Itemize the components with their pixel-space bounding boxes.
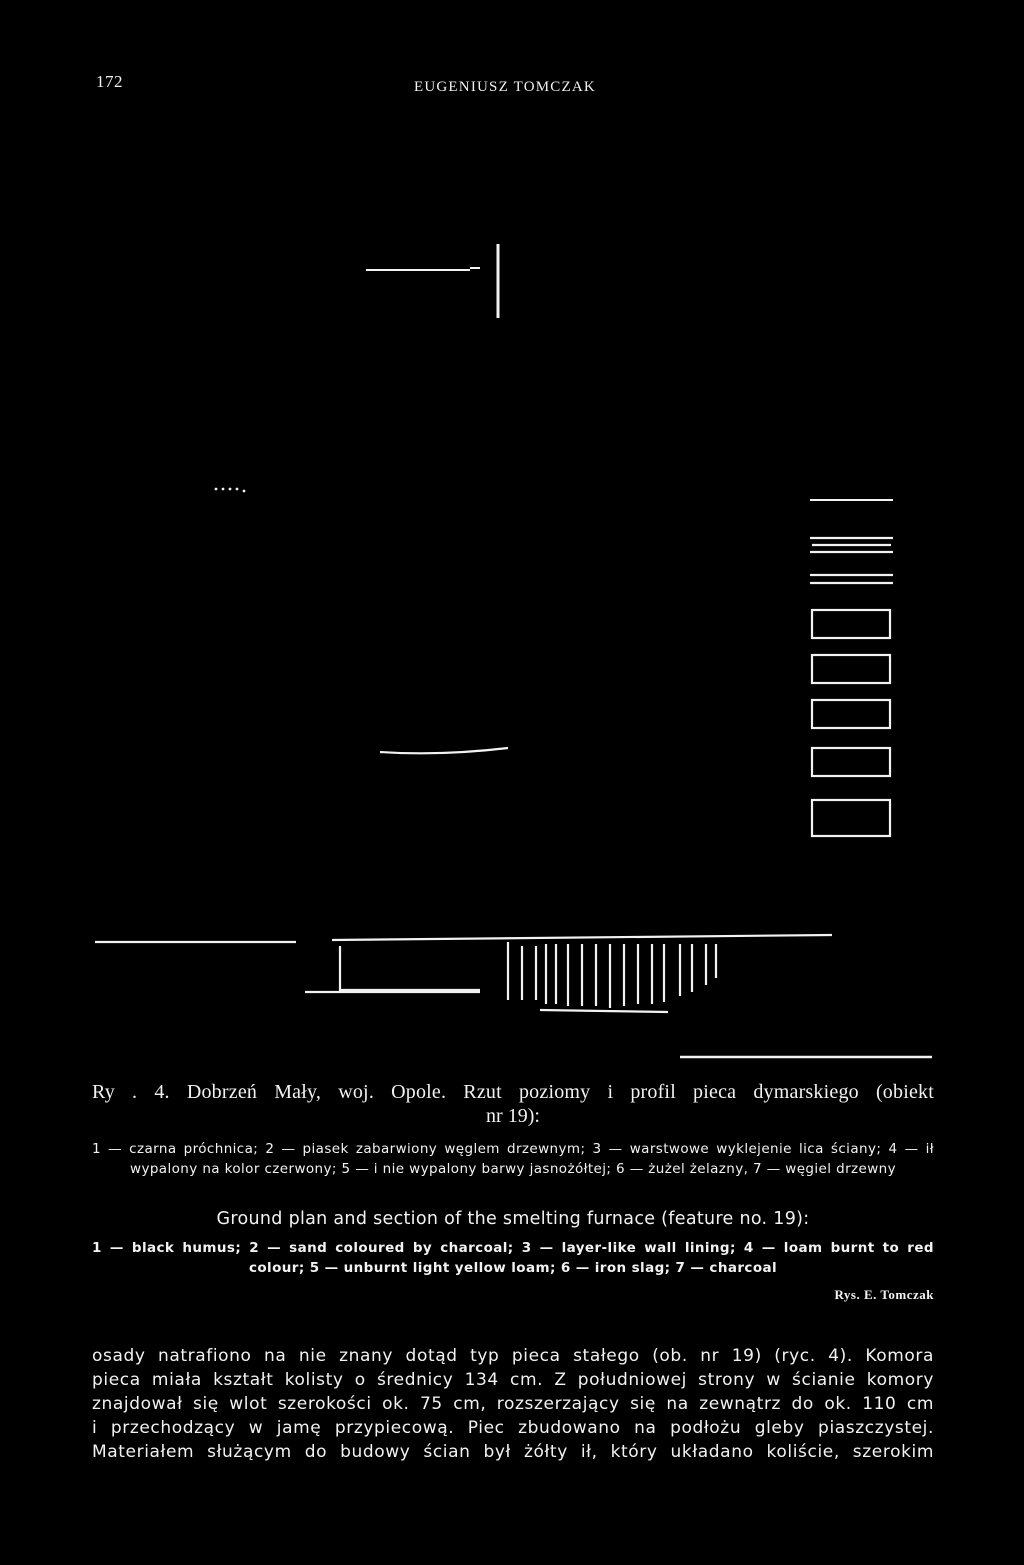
body-line: i przechodzący w jamę przypiecową. Piec zbudowano na podłożu gleby piaszczystej. bbox=[92, 1418, 934, 1438]
section-profile bbox=[95, 935, 832, 1012]
legend-swatch-2 bbox=[810, 538, 893, 552]
body-line: znajdował się wlot szerokości ok. 75 cm, rozszerzający się na zewnątrz do ok. 110 cm bbox=[92, 1394, 934, 1414]
north-marker bbox=[366, 244, 498, 318]
body-paragraph bbox=[92, 1344, 934, 1464]
drawing-credit: Rys. E. Tomczak bbox=[834, 1287, 934, 1302]
body-line: osady natrafiono na nie znany dotąd typ pieca stałego (ob. nr 19) (ryc. 4). Komora bbox=[92, 1346, 934, 1366]
figure-caption-title-en: Ground plan and section of the smelting furnace (feature no. 19): bbox=[216, 1209, 810, 1229]
figure-caption-title-pl: Ry . 4. Dobrzeń Mały, woj. Opole. Rzut poziomy i profil pieca dymarskiego (obiekt bbox=[92, 1081, 934, 1103]
figure-legend-en: 1 — black humus; 2 — sand coloured by charcoal; 3 — layer-like wall lining; 4 — loam burnt to red colour; 5 — unburnt light yellow loam; 6 — iron slag; 7 — charcoal bbox=[92, 1240, 934, 1276]
legend-swatch-6 bbox=[812, 700, 890, 728]
plan-line bbox=[380, 748, 508, 753]
legend-swatch-5 bbox=[812, 655, 890, 683]
legend-swatch-3 bbox=[810, 575, 893, 583]
figure-caption-title-pl-continued: nr 19): bbox=[486, 1105, 540, 1127]
legend-swatch-8 bbox=[812, 800, 890, 836]
figure-legend-pl: 1 — czarna próchnica; 2 — piasek zabarwiony węglem drzewnym; 3 — warstwowe wyklejenie lica ściany; 4 — ił wypalony na kolor czerwony; 5 — i nie wypalony barwy jasnożółtej; 6 — żużel żelazny, 7 — węgiel drzewny bbox=[92, 1141, 934, 1177]
page-number: 172 bbox=[96, 72, 123, 91]
running-header: EUGENIUSZ TOMCZAK bbox=[414, 79, 596, 95]
body-line: Materiałem służącym do budowy ścian był żółty ił, który układano koliście, szerokim bbox=[92, 1442, 934, 1462]
legend-swatch-4 bbox=[812, 610, 890, 638]
legend-swatch-7 bbox=[812, 748, 890, 776]
plan-dots bbox=[215, 488, 246, 493]
body-line: pieca miała kształt kolisty o średnicy 134 cm. Z południowej strony w ścianie komory bbox=[92, 1370, 934, 1390]
